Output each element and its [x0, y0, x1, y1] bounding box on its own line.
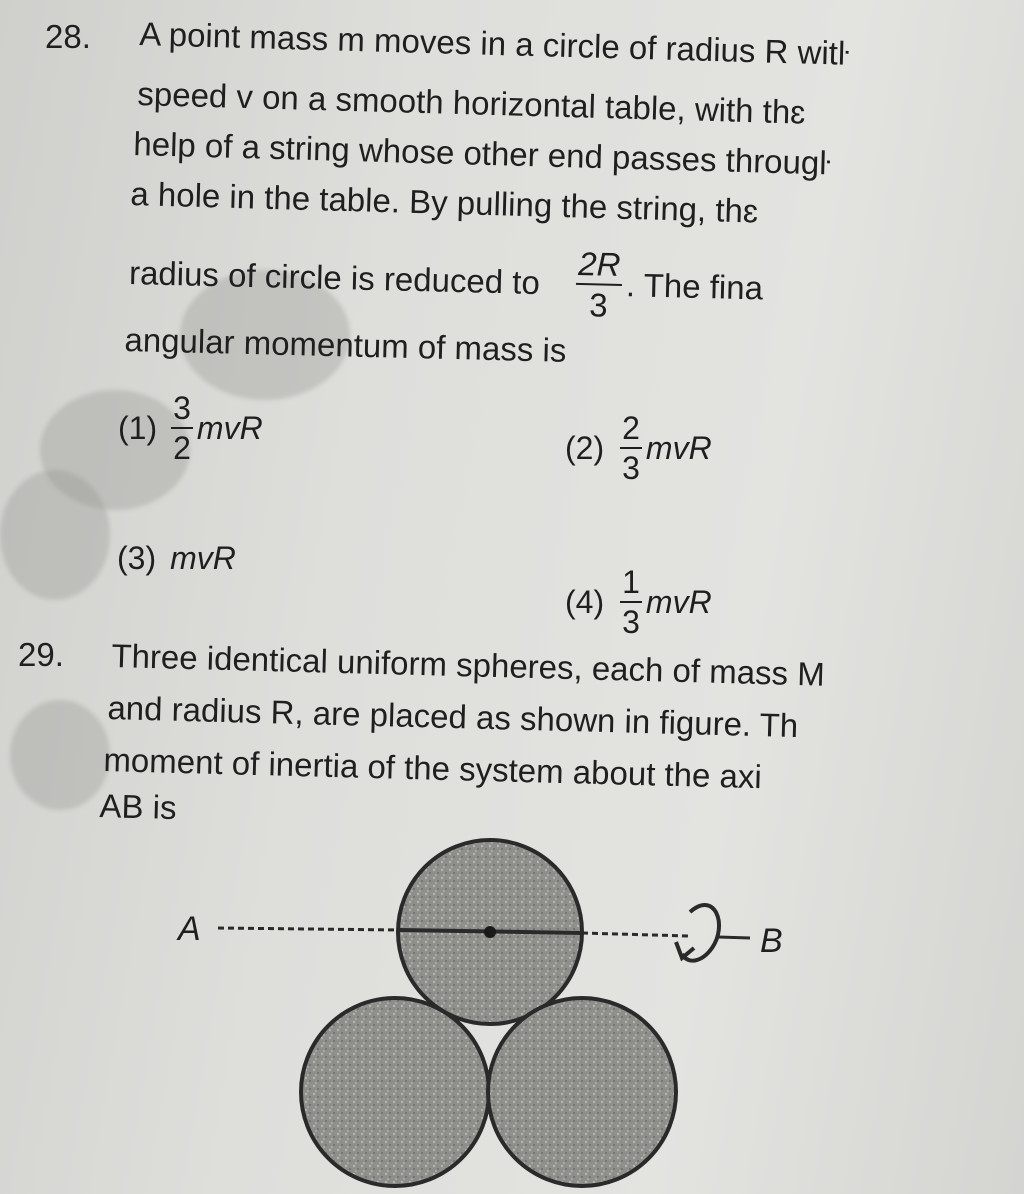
- option-2[interactable]: [565, 412, 712, 484]
- bottom-right-sphere: [488, 998, 676, 1186]
- question-28-line-1: A point mass m moves in a circle of radius R witŀ: [138, 14, 850, 72]
- fraction-denominator: 3: [588, 286, 609, 324]
- option-4-label: (4): [565, 583, 605, 620]
- question-28-line-3: help of a string whose other end passes througŀ: [132, 124, 831, 182]
- label-a: A: [178, 910, 201, 948]
- option-3-label: (3): [117, 540, 157, 576]
- option-1-fraction: [171, 392, 193, 464]
- option-4[interactable]: [565, 566, 712, 638]
- option-4-denominator: 3: [622, 604, 640, 640]
- question-28-line-6: angular momentum of mass is: [124, 320, 567, 369]
- question-29-line-1: Three identical uniform spheres, each of mass M: [111, 636, 826, 693]
- fraction-numerator: 2R: [577, 244, 621, 283]
- question-28-line-5-text: radius of circle is reduced to: [128, 254, 541, 302]
- option-3[interactable]: [117, 540, 236, 577]
- option-4-numerator: 1: [622, 564, 640, 600]
- arrowhead-icon: [676, 942, 694, 958]
- fraction-bar: [171, 427, 193, 429]
- option-1[interactable]: [118, 392, 263, 464]
- option-1-numerator: 3: [173, 390, 191, 426]
- option-4-expression: mvR: [645, 583, 712, 620]
- question-28-line-5-end: . The fina: [625, 266, 764, 307]
- axis-line-end: [718, 937, 750, 938]
- smudge: [10, 700, 110, 810]
- option-1-label: (1): [118, 409, 158, 446]
- axis-line-right: [582, 933, 688, 936]
- option-2-denominator: 3: [622, 450, 640, 486]
- fraction-bar: [620, 447, 642, 449]
- option-2-expression: mvR: [645, 429, 712, 466]
- sphere-center-dot: [484, 926, 496, 938]
- option-4-fraction: [620, 566, 642, 638]
- question-29-line-2: and radius R, are placed as shown in figure. Th: [107, 688, 799, 745]
- option-2-label: (2): [565, 429, 605, 466]
- smudge: [0, 470, 110, 600]
- option-1-denominator: 2: [173, 430, 191, 466]
- option-3-expression: mvR: [170, 540, 236, 576]
- spheres-figure: [0, 820, 1024, 1194]
- bottom-left-sphere: [301, 998, 489, 1186]
- fraction-bar: [620, 601, 642, 603]
- question-29-number: 29.: [18, 636, 64, 673]
- question-28-number: 28.: [45, 18, 91, 55]
- question-28-line-2: speed v on a smooth horizontal table, with thɛ: [136, 74, 806, 131]
- axis-line-left: [218, 928, 400, 930]
- question-29-line-4: AB is: [99, 786, 177, 827]
- option-1-expression: mvR: [196, 409, 263, 446]
- option-2-numerator: 2: [622, 410, 640, 446]
- label-b: B: [760, 922, 783, 960]
- question-29-line-3: moment of inertia of the system about the axi: [103, 740, 763, 796]
- question-28-line-5: [128, 236, 764, 325]
- option-2-fraction: [620, 412, 642, 484]
- question-28-line-4: a hole in the table. By pulling the string, thɛ: [129, 174, 759, 230]
- fraction-2r-over-3: [575, 244, 623, 324]
